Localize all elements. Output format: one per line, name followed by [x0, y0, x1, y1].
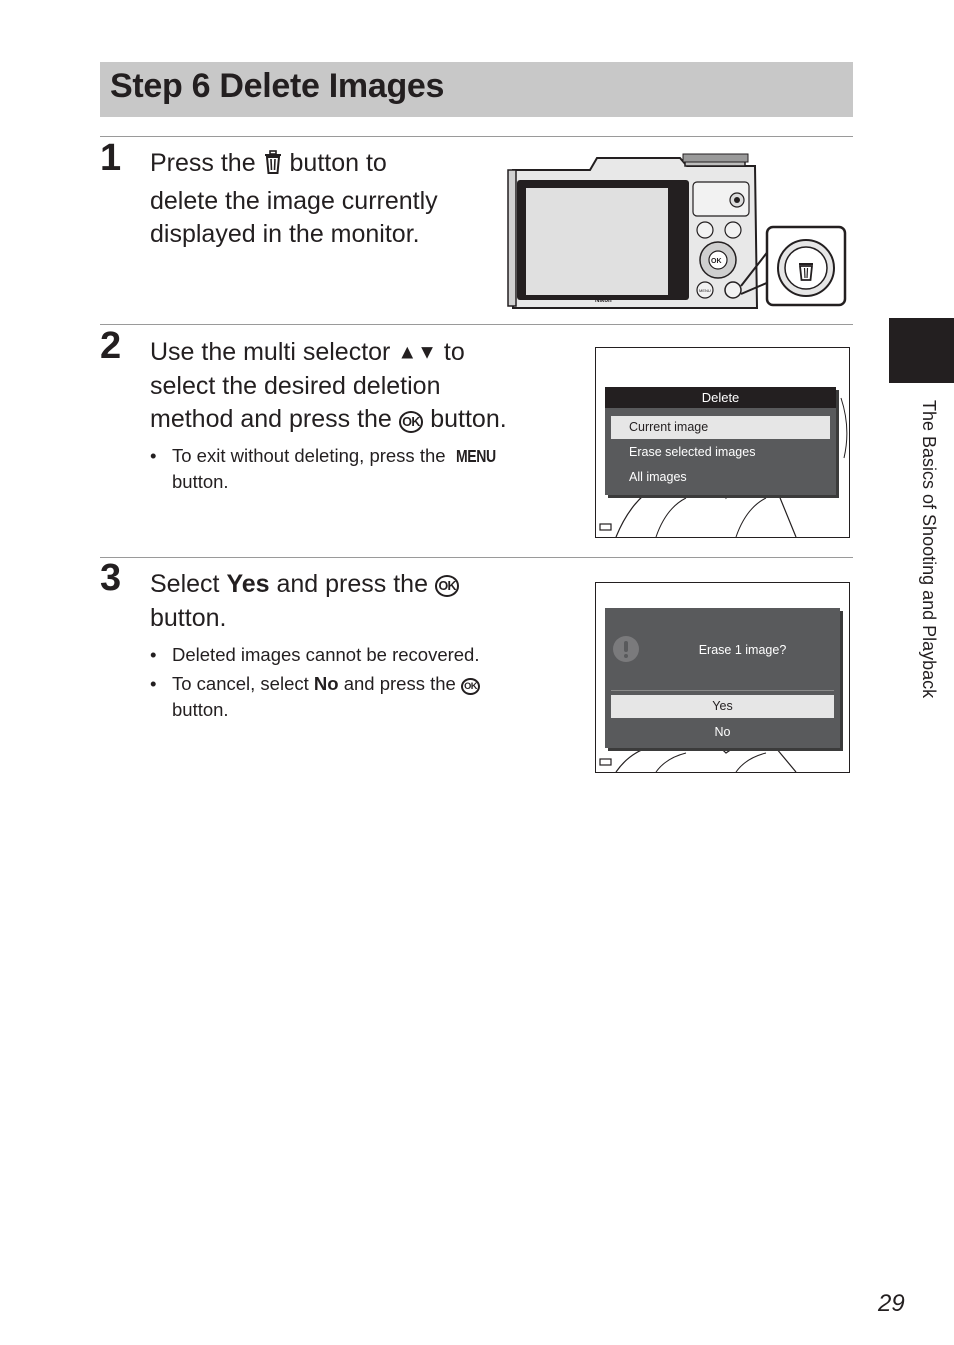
option-yes[interactable]: Yes [611, 695, 834, 718]
divider [100, 136, 853, 137]
step-2-line1-a: Use the multi selector [150, 338, 391, 366]
step-1-text-b: button to [289, 149, 387, 177]
ok-button-icon: OK [461, 678, 480, 695]
step-3-no-label: No [313, 673, 339, 694]
step-3-line1-b: and press the [276, 570, 428, 598]
section-title-bar [100, 62, 853, 117]
step-3-number: 3 [100, 557, 122, 599]
step-3-bullet-2-text-b: and press the [343, 673, 456, 694]
divider [100, 324, 853, 325]
page-title: Step 6 Delete Images [110, 67, 445, 105]
step-1-number: 1 [100, 137, 122, 179]
erase-prompt: Erase 1 image? [698, 643, 787, 657]
step-3-text [150, 568, 459, 635]
step-2-line2: select the desired deletion [150, 371, 441, 400]
step-2-text [150, 336, 507, 437]
warning-icon [613, 636, 639, 662]
menu-button-icon: MENU [455, 446, 496, 466]
dialog-divider [611, 690, 834, 691]
step-3-yes-label: Yes [226, 570, 270, 598]
camera-menu-label: MENU [699, 288, 711, 293]
trash-icon [263, 149, 283, 185]
step-3-line2: button. [150, 603, 227, 632]
page-number: 29 [878, 1290, 905, 1317]
chapter-tab [889, 318, 954, 383]
camera-back-illustration [505, 152, 850, 312]
erase-dialog [605, 608, 840, 748]
step-2-bullet [150, 443, 500, 495]
camera-brand-label: Nikon [595, 298, 612, 304]
step-3-bullet-1 [150, 642, 480, 668]
option-no[interactable]: No [714, 725, 731, 739]
step-1-text-a: Press the [150, 149, 256, 177]
step-2-line3-b: button. [430, 405, 507, 434]
ok-button-icon: OK [399, 411, 424, 433]
delete-dialog [605, 387, 836, 495]
option-all-images[interactable]: All images [629, 470, 687, 484]
step-2-bullet-text-b: button. [172, 471, 229, 492]
option-current-image[interactable]: Current image [611, 416, 830, 439]
chapter-tab-label: The Basics of Shooting and Playback [919, 400, 939, 699]
step-2-line1-b: to [443, 338, 465, 366]
delete-dialog-title: Delete [605, 387, 836, 408]
step-2-bullet-text-a: To exit without deleting, press the [172, 445, 446, 466]
step-3-bullet-1-text: Deleted images cannot be recovered. [172, 644, 480, 665]
divider [100, 557, 853, 558]
erase-confirm-screen [595, 582, 850, 773]
step-3-line1-a: Select [150, 570, 220, 598]
camera-ok-label: OK [711, 258, 722, 265]
step-3-bullet-2 [150, 671, 480, 723]
step-3-bullet-2-text-a: To cancel, select [172, 673, 309, 694]
delete-menu-screen [595, 347, 850, 538]
step-1-text [150, 147, 438, 252]
up-down-arrows-icon: ▲▼ [397, 341, 437, 364]
step-3-bullet-2-text-c: button. [172, 699, 229, 720]
step-1-text-c: delete the image currently [150, 186, 438, 215]
step-1-text-d: displayed in the monitor. [150, 220, 420, 248]
ok-button-icon: OK [435, 575, 460, 597]
step-2-number: 2 [100, 325, 122, 367]
step-2-line3-a: method and press the [150, 405, 392, 434]
option-erase-selected-images[interactable]: Erase selected images [629, 445, 756, 459]
